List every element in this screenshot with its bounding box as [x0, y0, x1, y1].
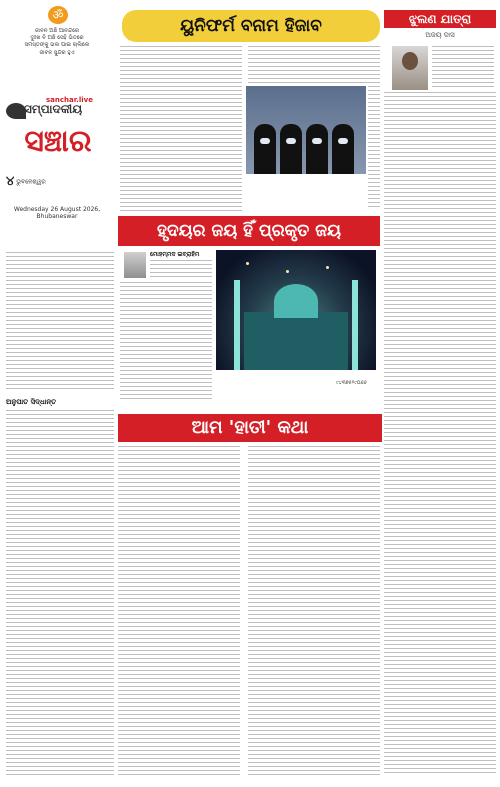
masthead — [0, 0, 114, 250]
edition-label: ଭୁବନେଶ୍ୱର — [16, 178, 46, 186]
illuminated-mosque-photo — [216, 250, 376, 370]
main-text-col1 — [120, 282, 212, 400]
edition-info — [6, 174, 108, 189]
contact-number: ୯୪୩୭୫୨୯୦୬୬ — [336, 380, 367, 386]
top-headline: ୟୁନିଫର୍ମ ବନାମ ହିଜାବ — [122, 10, 380, 42]
second-headline: ଆମ 'ହାତୀ' କଥା — [118, 414, 382, 442]
top-article-text-col2 — [248, 46, 380, 84]
om-icon: ॐ — [48, 6, 68, 24]
main-byline: ମୋହମ୍ମଦ ଇବ୍ରାହିମ — [150, 251, 200, 258]
top-article-text-col3 — [368, 86, 380, 210]
right-column-text — [384, 92, 496, 776]
top-article-text-col1 — [120, 46, 242, 212]
main-headline: ହୃଦୟର ଜୟ ହିଁ ପ୍ରକୃତ ଜୟ — [118, 216, 380, 246]
right-column-headline: ଝୁଲଣ ଯାତ୍ରା — [384, 10, 496, 28]
logo-text: ସଞ୍ଚାର — [24, 124, 92, 159]
second-article-col1 — [118, 446, 240, 776]
newspaper-logo — [10, 124, 106, 172]
edition-number: ୪ — [6, 174, 15, 189]
author-thumbnail — [124, 252, 146, 278]
left-bottom-text — [6, 410, 114, 776]
section-label: ସମ୍ପାଦକୀୟ — [24, 102, 83, 116]
left-text-col — [6, 252, 114, 392]
publication-date: Wednesday 26 August 2026, Bhubaneswar — [13, 206, 101, 220]
classroom-photo — [246, 86, 366, 174]
pen-icon — [6, 103, 26, 119]
right-column-text-top — [432, 46, 494, 90]
masthead-quote: ଜୀବନ ଅଛି ଆନନ୍ଦରେ ଦୁଃଖ ବି ଅଛି ସେହି ଭିତରେ ସମସ୍ତଙ୍କୁ ଭଲ ପାଇ ଚାଲିଲେ ଜୀବନ ସୁନ୍ଦର ହୁଏ — [24, 28, 90, 56]
site-url[interactable]: sanchar.live — [46, 96, 93, 104]
main-text-top — [150, 260, 212, 278]
left-subheading: ଅନୁପାତ ସିଦ୍ଧାନ୍ତ — [6, 398, 57, 406]
author-photo — [392, 46, 428, 90]
second-article-col2 — [248, 446, 380, 776]
right-column-author: ଅଜୟ ଦାସ — [425, 31, 455, 39]
